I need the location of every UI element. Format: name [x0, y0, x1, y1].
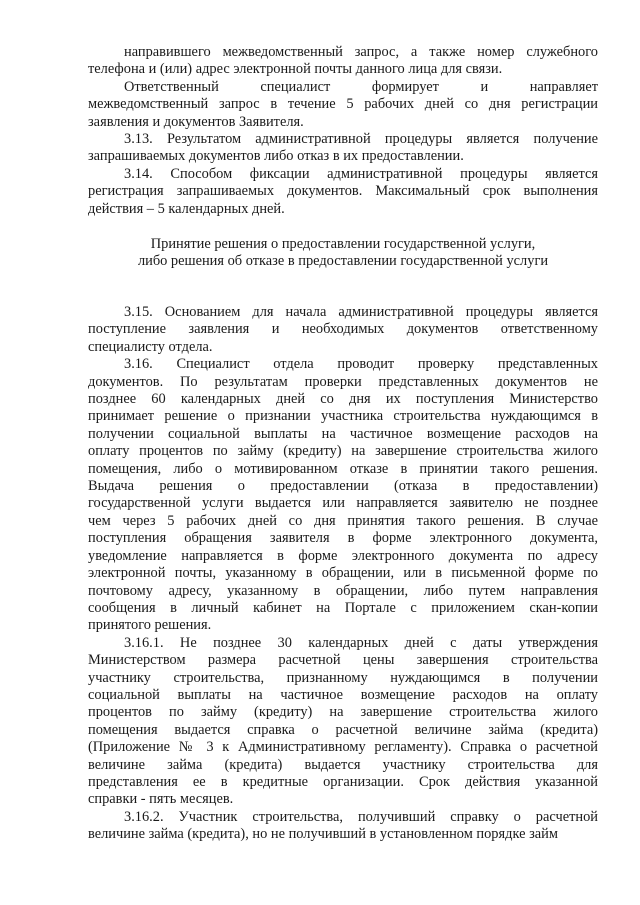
text-line: 3.13. Результатом административной процедуры является получение [124, 131, 598, 148]
text-line: специалисту отдела. [88, 338, 213, 355]
text-line: межведомственный запрос в течение 5 рабочих дней со дня регистрации [88, 96, 598, 113]
text-line: величине займа (кредита) выдается участнику строительства для [88, 756, 598, 773]
text-line: чем через 5 рабочих дней со дня принятия такого решения. В случае [88, 512, 598, 529]
text-line: получении социальной выплаты на частичное возмещение расходов на [88, 425, 598, 442]
section-heading [88, 236, 598, 271]
heading-line-1: Принятие решения о предоставлении государственной услуги, [150, 236, 536, 252]
text-line: запрашиваемых документов либо отказ в их предоставлении. [88, 148, 464, 165]
text-line: Ответственный специалист формирует и направляет [124, 78, 598, 95]
text-line: электронной почты, указанному в обращении, или в письменной форме по [88, 565, 598, 582]
text-line: действия – 5 календарных дней. [88, 200, 285, 217]
text-line: 3.16.2. Участник строительства, получивший справку о расчетной [124, 808, 598, 825]
text-line: уведомление направляется в форме электронного документа по адресу [88, 547, 598, 564]
paragraph [88, 79, 598, 131]
text-line: социальной выплаты на частичное возмещение расходов на оплату [88, 686, 598, 703]
paragraph [88, 131, 598, 166]
text-line: Министерством размера расчетной цены завершения строительства [88, 652, 598, 669]
heading-line-2: либо решения об отказе в предоставлении государственной услуги [137, 253, 549, 270]
text-line: 3.16. Специалист отдела проводит проверку представленных [124, 356, 598, 373]
text-line: почтовому адресу, указанному в обращении, либо путем направления [88, 582, 598, 599]
paragraph [88, 44, 598, 79]
text-line: направившего межведомственный запрос, а также номер служебного [124, 44, 598, 60]
text-line: телефона и (или) адрес электронной почты данного лица для связи. [88, 61, 503, 78]
text-line: сообщения в личный кабинет на Портале с приложением скан-копии [88, 599, 598, 616]
text-line: 3.15. Основанием для начала административной процедуры является [124, 304, 598, 320]
text-line: процентов по займу (кредиту) на завершение строительства жилого [88, 704, 598, 721]
paragraph [88, 635, 598, 809]
text-line: регистрация запрашиваемых документов. Максимальный срок выполнения [88, 183, 598, 200]
text-line: 3.14. Способом фиксации административной процедуры является [124, 165, 598, 182]
text-line: Выдача решения о предоставлении (отказа в предоставлении) [88, 478, 598, 495]
text-line: поступления обращения заявителя в форме электронного документа, [88, 530, 598, 547]
text-line: оплату процентов по займу (кредиту) на завершение строительства жилого [88, 443, 598, 460]
paragraph [88, 304, 598, 356]
text-line: государственной услуги выдается или направляется заявителю не позднее [88, 495, 598, 512]
text-line: заявления и документов Заявителя. [88, 113, 304, 130]
text-line: документов. По результатам проверки представленных документов не [88, 373, 598, 390]
text-line: позднее 60 календарных дней со дня их поступления Министерство [88, 391, 598, 408]
text-line: участнику строительства, признанному нуждающимся в получении [88, 669, 598, 686]
text-line: величине займа (кредита), но не получивший в установленном порядке займ [88, 826, 558, 843]
text-line: принимает решение о признании участника строительства нуждающимся в [88, 408, 598, 425]
text-line: (Приложение № 3 к Административному регламенту). Справка о расчетной [88, 739, 598, 756]
text-line: помещения, либо о мотивированном отказе в принятии такого решения. [88, 460, 598, 477]
paragraph [88, 809, 598, 844]
top-text-block [88, 44, 598, 218]
paragraph [88, 356, 598, 635]
text-line: 3.16.1. Не позднее 30 календарных дней с даты утверждения [124, 634, 598, 651]
text-line: справки - пять месяцев. [88, 791, 234, 808]
bottom-text-block [88, 304, 598, 844]
text-line: помещения выдается справка о расчетной величине займа (кредита) [88, 721, 598, 738]
paragraph [88, 166, 598, 218]
text-line: поступление заявления и необходимых документов ответственному [88, 321, 598, 338]
text-line: принятого решения. [88, 617, 212, 634]
text-line: представления ее в кредитные организации. Срок действия указанной [88, 773, 598, 790]
